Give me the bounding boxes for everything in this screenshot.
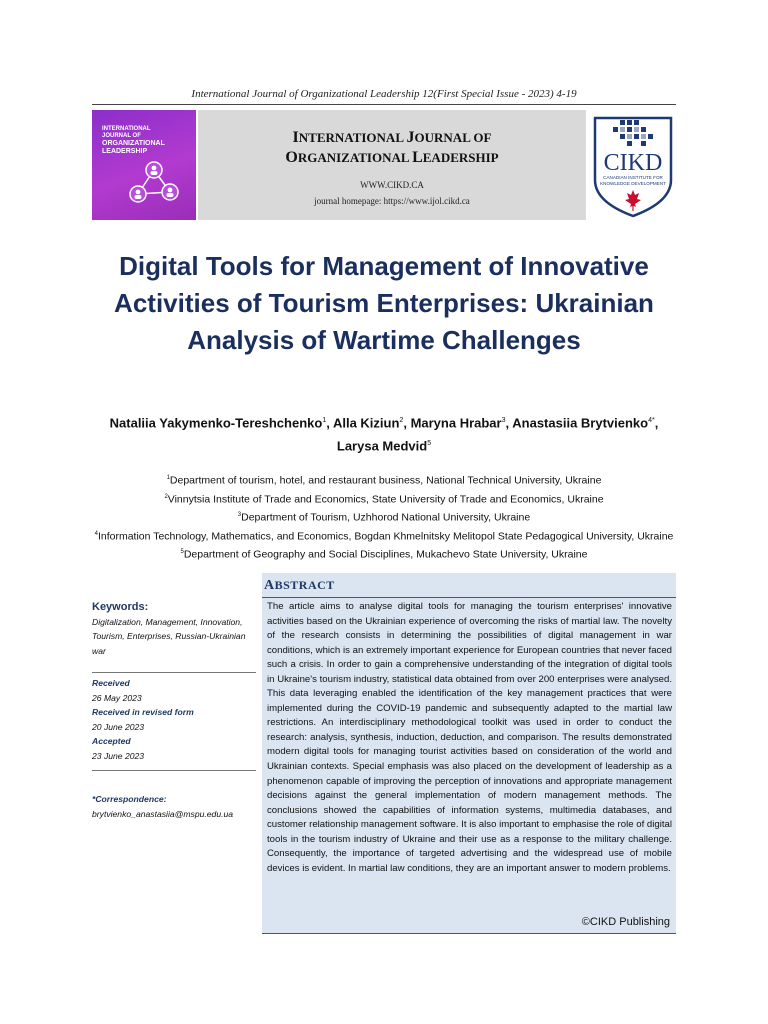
keywords-label: Keywords: [92, 601, 149, 613]
author-name: Maryna Hrabar [410, 415, 502, 431]
correspondence-label: *Correspondence: [92, 794, 167, 804]
cover-line: ORGANIZATIONAL [102, 140, 165, 147]
affiliation-item: $^1$Department of tourism, hotel, and restaurant business, National Technical University, Ukraine [166, 474, 602, 487]
journal-cover-image [92, 110, 196, 220]
sidebar-rule [92, 770, 256, 771]
dates-block [92, 676, 256, 763]
network-icon [126, 158, 182, 210]
journal-website-link[interactable]: WWW.CIKD.CA [360, 180, 424, 190]
header-rule [92, 104, 676, 105]
running-head: International Journal of Organizational Leadership 12(First Special Issue - 2023) 4-19 [191, 88, 577, 100]
abstract-heading: ABSTRACT [264, 578, 335, 593]
revised-date: 20 June 2023 [92, 721, 145, 732]
received-label: Received [92, 678, 130, 688]
cikd-logo-subtext: CANADIAN INSTITUTE FOR [603, 175, 663, 180]
cikd-logo-text: CIKD [603, 150, 663, 176]
sidebar-rule [92, 672, 256, 673]
accepted-label: Accepted [92, 736, 131, 746]
journal-homepage-link[interactable]: journal homepage: https://www.ijol.cikd.ca [314, 196, 470, 206]
keywords-text: Digitalization, Management, Innovation, Tourism, Enterprises, Russian-Ukrainian war [92, 616, 246, 656]
correspondence-block [92, 792, 256, 821]
abstract-text: The article aims to analyse digital tools for managing the tourism enterprises' innovative activities based on the Ukrainian experience of overcoming the risks of martial law. The novelty of the research consists in determining the possibilities of digital management in war conditions, which is an extremely important experience for European countries that never faced such a crisis. In order to gain a comprehensive understanding of the integration of digital tools in Ukraine's tourism industry, statistical data obtained from over 200 enterprises were analysed. This data leveraging enabled the identification of the key management practices that were implemented during the COVID-19 pandemic and subsequently adapted to the martial law restrictions. An interdisciplinary methodological toolkit was used in order to conduct the research: analysis, synthesis, induction, deduction, and comparison. The results demonstrated modern digital tools for managing tourist activities based on consideration of the world and Ukrainian contexts. Special emphasis was also placed on the development of leadership as a phenomenon capable of improving the perception of innovations and appropriate management decisions against the general implementation of modern management methods. The conclusions showed the capabilities of information systems, multimedia databases, and customer relationship management software. It is also important to emphasise the role of digital tools in the tourism industry of Ukraine and their use as a response to the military challenge. Consequently, the importance of targeted advertising and the widespread use of mobile devices is evident. In martial law conditions, they are an important answer to modern problems. [267, 601, 672, 874]
received-date: 26 May 2023 [92, 692, 142, 703]
correspondence-email[interactable]: brytvienko_anastasiia@mspu.edu.ua [92, 808, 234, 819]
affiliation-item: $^4$Information Technology, Mathematics, and Economics, Bogdan Khmelnitsky Melitopol State Pedagogical University, Ukraine [94, 530, 674, 542]
revised-label: Received in revised form [92, 707, 194, 717]
cikd-logo [590, 110, 676, 220]
author-name: Alla Kiziun [332, 415, 400, 431]
cover-title [102, 126, 182, 156]
affiliation-item: $^5$Department of Geography and Social Disciplines, Mukachevo State University, Ukraine [180, 548, 588, 561]
cover-line: JOURNAL OF [102, 133, 141, 139]
journal-info-box [198, 110, 586, 220]
accepted-date: 23 June 2023 [92, 750, 145, 761]
cikd-logo-subtext: KNOWLEDGE DEVELOPMENT [600, 181, 666, 186]
author-list: Nataliia Yakymenko-Tereshchenko$^1$, Alla Kiziun$^2$, Maryna Hrabar$^3$, Anastasiia Brytvienko$^{4*}$, Larysa Medvid$^5$ [109, 415, 659, 454]
journal-banner [92, 110, 676, 220]
cover-line: LEADERSHIP [102, 148, 148, 155]
affiliation-item: $^2$Vinnytsia Institute of Trade and Economics, State University of Trade and Economics, Ukraine [164, 493, 604, 505]
abstract-rule [262, 597, 676, 598]
affiliation-list [92, 470, 676, 563]
cover-line: INTERNATIONAL [102, 126, 151, 132]
author-name: Larysa Medvid [336, 438, 428, 454]
affiliation-item: $^3$Department of Tourism, Uzhhorod National University, Ukraine [237, 511, 531, 524]
keywords-block [92, 600, 256, 658]
publisher-credit: ©CIKD Publishing [581, 916, 670, 928]
journal-name: INTERNATIONAL JOURNAL OF ORGANIZATIONAL LEADERSHIP [285, 129, 499, 166]
author-name: Nataliia Yakymenko-Tereshchenko [109, 415, 323, 431]
author-name: Anastasiia Brytvienko [512, 415, 649, 431]
article-title: Digital Tools for Management of Innovative Activities of Tourism Enterprises: Ukrainian Analysis of Wartime Challenges [114, 251, 654, 355]
